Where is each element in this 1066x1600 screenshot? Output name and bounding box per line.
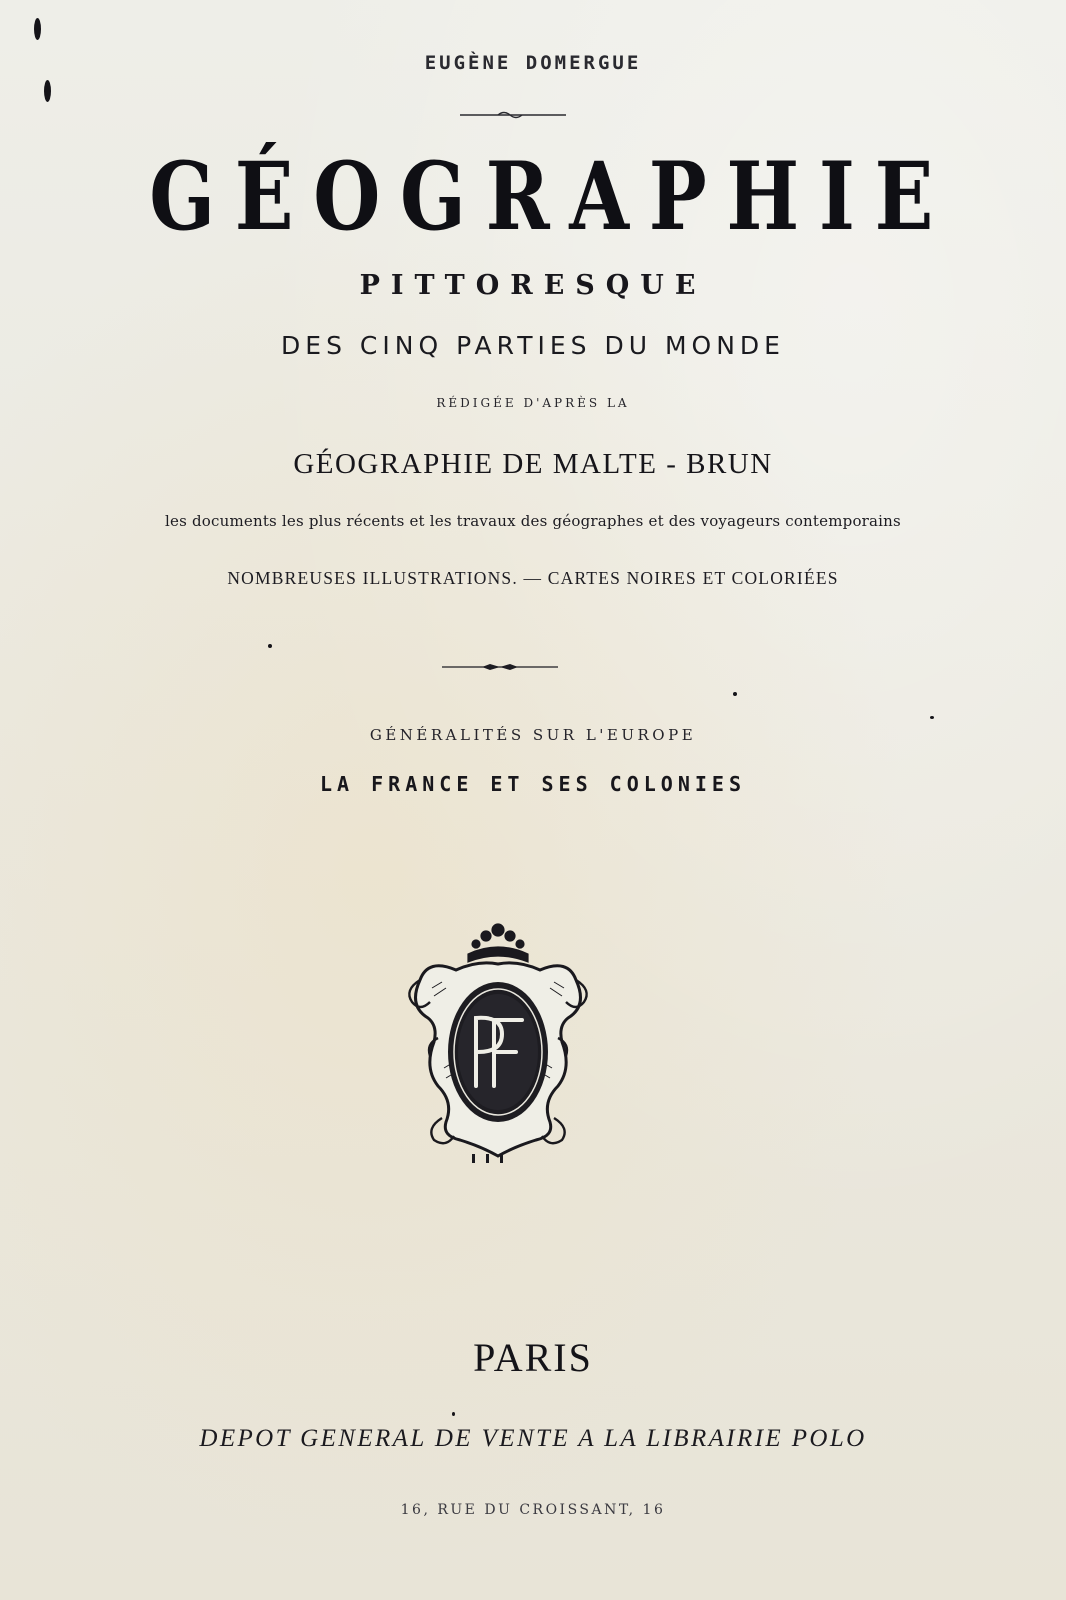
imprint-address: 16, RUE DU CROISSANT, 16	[400, 1502, 666, 1518]
ink-speck	[733, 692, 737, 696]
author-rule-ornament	[458, 108, 568, 122]
imprint-publisher: DEPOT GENERAL DE VENTE A LA LIBRAIRIE POLO	[199, 1425, 867, 1452]
book-title: GÉOGRAPHIE	[149, 142, 954, 252]
ink-speck	[268, 644, 272, 648]
ink-speck	[930, 716, 934, 719]
volume-title: LA FRANCE ET SES COLONIES	[319, 772, 747, 796]
section-rule-ornament	[440, 660, 560, 674]
ink-speck	[452, 1412, 455, 1416]
author-name: EUGÈNE DOMERGUE	[424, 52, 642, 74]
source-line: GÉOGRAPHIE DE MALTE - BRUN	[293, 448, 773, 480]
ink-speck	[44, 80, 51, 102]
ink-speck	[34, 18, 41, 40]
imprint-city: PARIS	[473, 1335, 593, 1380]
documents-line: les documents les plus récents et les travaux des géographes et des voyageurs contemporains	[165, 512, 901, 530]
generalites-line: GÉNÉRALITÉS SUR L'EUROPE	[369, 726, 697, 744]
book-subtitle: PITTORESQUE	[359, 270, 707, 301]
redigee-line: RÉDIGÉE D'APRÈS LA	[436, 396, 630, 410]
parts-line: DES CINQ PARTIES DU MONDE	[281, 331, 785, 360]
publisher-crest-icon	[398, 918, 598, 1166]
illustrations-line: NOMBREUSES ILLUSTRATIONS. — CARTES NOIRES ET COLORIÉES	[227, 568, 839, 588]
